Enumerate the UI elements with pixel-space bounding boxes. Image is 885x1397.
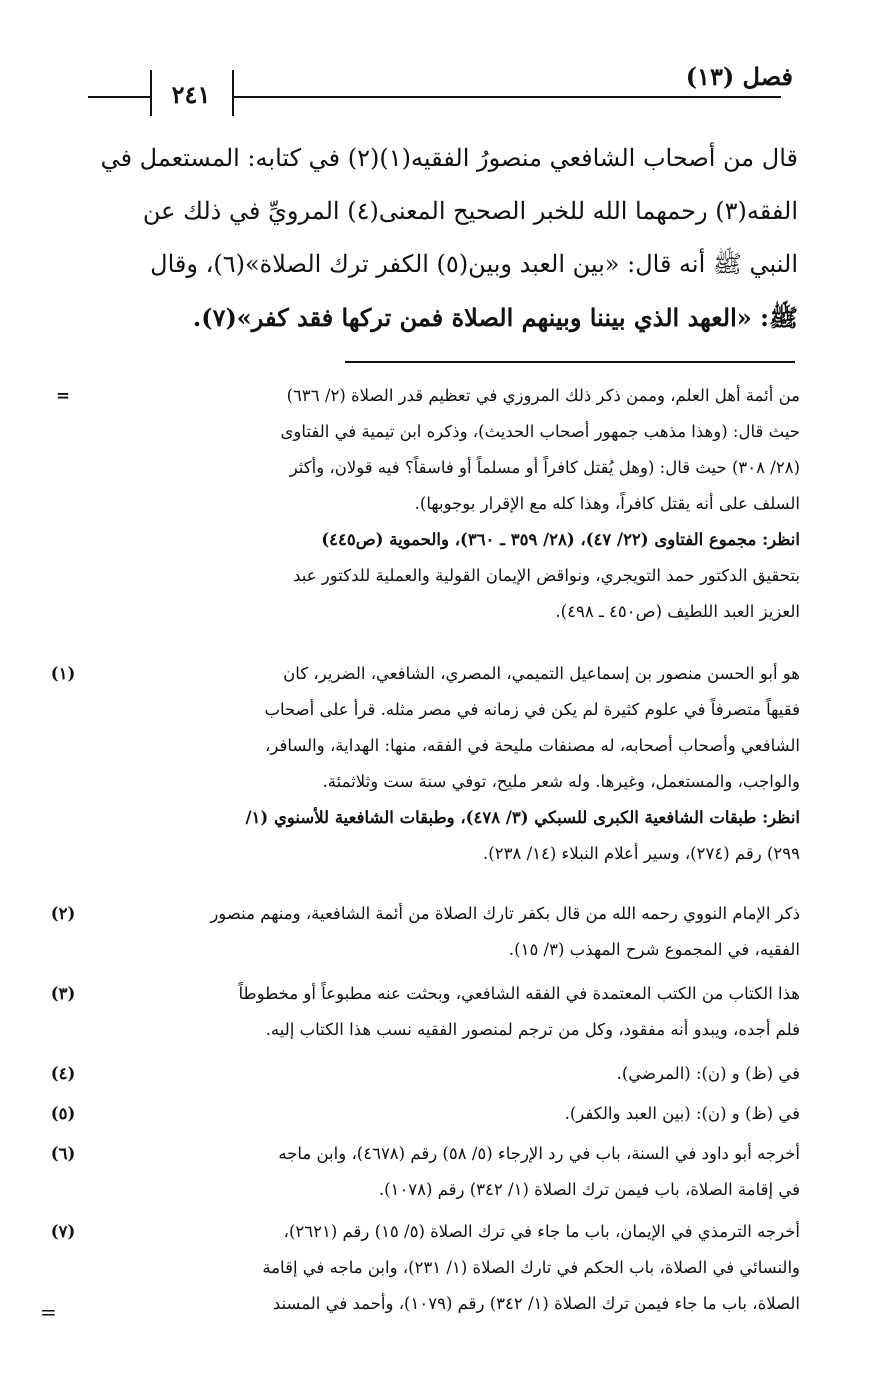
footnote-marker: (٦)	[50, 1144, 76, 1163]
header-rule-right	[233, 96, 781, 98]
footnote-line: هذا الكتاب من الكتب المعتمدة في الفقه الشافعي، وبحثت عنه مطبوعاً أو مخطوطاً	[238, 984, 800, 1003]
footnote-line: فلم أجده، ويبدو أنه مفقود، وكل من ترجم لمنصور الفقيه نسب هذا الكتاب إليه.	[265, 1020, 800, 1039]
footnote-line: الشافعي وأصحاب أصحابه، له مصنفات مليحة في الفقه، منها: الهداية، والسافر،	[265, 736, 800, 755]
main-text	[88, 132, 798, 344]
footnote-line: الصلاة، باب ما جاء فيمن ترك الصلاة (١/ ٣٤٢) رقم (١٠٧٩)، وأحمد في المسند	[272, 1294, 800, 1313]
footnote-line: في (ظ) و (ن): (بين العبد والكفر).	[564, 1104, 800, 1123]
footnote-line: الفقيه، في المجموع شرح المهذب (٣/ ١٥).	[508, 940, 800, 959]
footnote-line: انظر: طبقات الشافعية الكبرى للسبكي (٣/ ٤٧٨)، وطبقات الشافعية للأسنوي (١/	[245, 808, 800, 827]
footnote-7	[40, 1214, 800, 1322]
footnote-marker: =	[56, 386, 70, 405]
continuation-mark: =	[40, 1300, 57, 1324]
footnote-3	[40, 976, 800, 1048]
footnote-2	[40, 896, 800, 968]
footnote-marker: (٤)	[50, 1064, 76, 1083]
footnote-line: من أئمة أهل العلم، وممن ذكر ذلك المروزي في تعظيم قدر الصلاة (٢/ ٦٣٦)	[286, 386, 800, 405]
footnote-marker: (١)	[50, 664, 76, 683]
page-number: ٢٤١	[171, 80, 211, 109]
footnote-line: فقيهاً متصرفاً في علوم كثيرة لم يكن في زمانه في مصر مثله. قرأ على أصحاب	[264, 700, 800, 719]
footnote-separator	[345, 361, 795, 363]
header-rule-left	[88, 96, 150, 98]
footnote-line: (٢٨/ ٣٠٨) حيث قال: (وهل يُقتل كافراً أو مسلماً أو فاسقاً؟ فيه قولان، وأكثر	[289, 458, 800, 477]
footnote-marker: (٢)	[50, 904, 76, 923]
body-line: الفقه(٣) رحمهما الله للخبر الصحيح المعنى(٤) المرويِّ في ذلك عن	[142, 197, 798, 225]
footnote-line: ٢٩٩) رقم (٢٧٤)، وسير أعلام النبلاء (١٤/ ٢٣٨).	[483, 844, 800, 863]
footnote-marker: (٧)	[50, 1222, 76, 1241]
footnote-1	[40, 656, 800, 872]
footnote-line: في إقامة الصلاة، باب فيمن ترك الصلاة (١/ ٣٤٢) رقم (١٠٧٨).	[378, 1180, 800, 1199]
footnote-4	[40, 1056, 800, 1092]
footnote-marker: (٣)	[50, 984, 76, 1003]
footnote-5	[40, 1096, 800, 1132]
body-line: ﷺ: «العهد الذي بيننا وبينهم الصلاة فمن تركها فقد كفر»(٧).	[192, 303, 798, 332]
chapter-title: فصل (١٣)	[685, 62, 793, 91]
footnote-6	[40, 1136, 800, 1208]
footnote-continued	[40, 378, 800, 630]
body-line: قال من أصحاب الشافعي منصورُ الفقيه(١)(٢) في كتابه: المستعمل في	[100, 144, 798, 172]
footnote-line: والنسائي في الصلاة، باب الحكم في تارك الصلاة (١/ ٢٣١)، وابن ماجه في إقامة	[262, 1258, 800, 1277]
footnote-line: هو أبو الحسن منصور بن إسماعيل التميمي، المصري، الشافعي، الضرير، كان	[283, 664, 800, 683]
footnote-marker: (٥)	[50, 1104, 76, 1123]
footnote-line: والواجب، والمستعمل، وغيرها. وله شعر مليح، توفي سنة ست وثلاثمئة.	[322, 772, 800, 791]
footnote-line: حيث قال: (وهذا مذهب جمهور أصحاب الحديث)، وذكره ابن تيمية في الفتاوى	[280, 422, 800, 441]
footnote-line: ذكر الإمام النووي رحمه الله من قال بكفر تارك الصلاة من أئمة الشافعية، ومنهم منصور	[210, 904, 800, 923]
footnote-line: أخرجه أبو داود في السنة، باب في رد الإرجاء (٥/ ٥٨) رقم (٤٦٧٨)، وابن ماجه	[278, 1144, 800, 1163]
footnote-line: السلف على أنه يقتل كافراً، وهذا كله مع الإقرار بوجوبها).	[414, 494, 800, 513]
footnote-line: انظر: مجموع الفتاوى (٢٢/ ٤٧)، (٢٨/ ٣٥٩ ـ ٣٦٠)، والحموية (ص٤٤٥)	[321, 530, 800, 549]
footnote-line: العزيز العبد اللطيف (ص٤٥٠ ـ ٤٩٨).	[555, 602, 800, 621]
footnote-line: بتحقيق الدكتور حمد التويجري، ونواقض الإيمان القولية والعملية للدكتور عبد	[293, 566, 800, 585]
header-divider-right	[232, 70, 234, 116]
body-line: النبي ﷺ أنه قال: «بين العبد وبين(٥) الكفر ترك الصلاة»(٦)، وقال	[150, 250, 798, 278]
footnote-line: في (ظ) و (ن): (المرضي).	[616, 1064, 800, 1083]
footnote-line: أخرجه الترمذي في الإيمان، باب ما جاء في ترك الصلاة (٥/ ١٥) رقم (٢٦٢١)،	[283, 1222, 800, 1241]
